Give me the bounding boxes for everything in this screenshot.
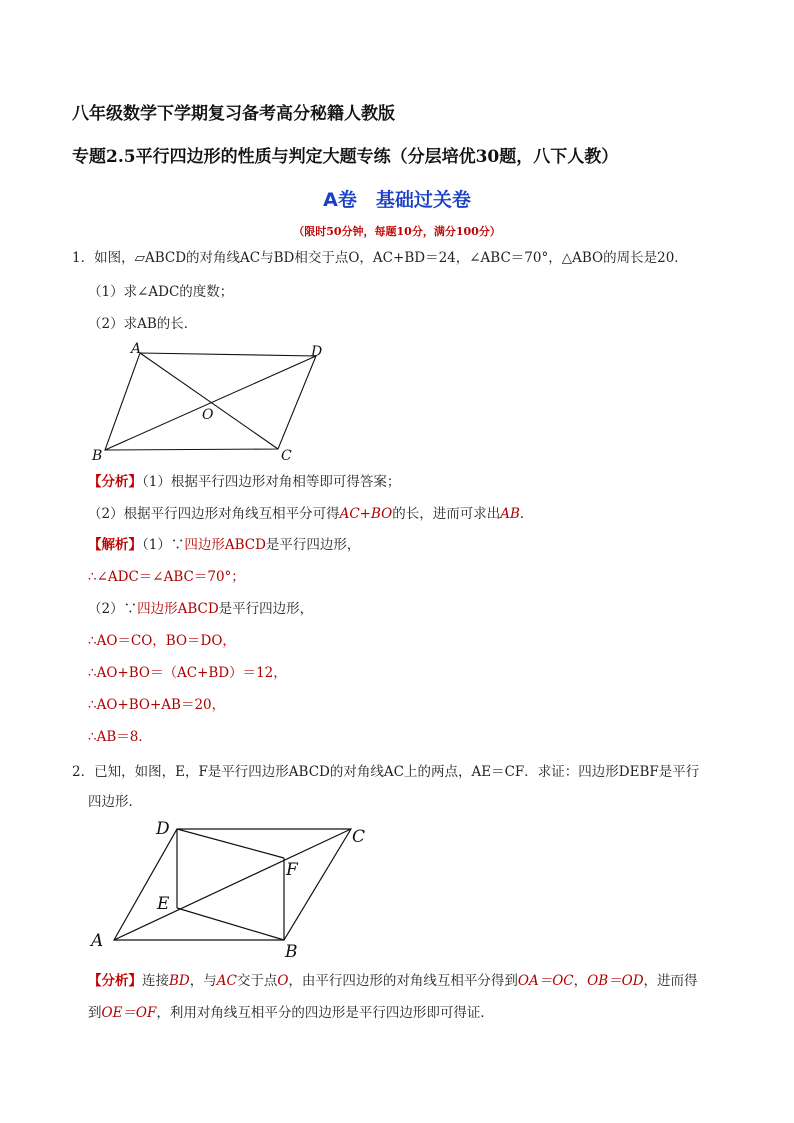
document-subtitle: 专题2.5平行四边形的性质与判定大题专练（分层培优30题，八下人教） [72, 147, 619, 167]
q2-an-o: O [277, 973, 289, 989]
q1-sol1-text-c: 是平行四边形， [265, 537, 361, 553]
q1-solution-tag: 【解析】 [88, 537, 142, 553]
q2-segment-fd [177, 829, 284, 858]
q2-an-t7: ，由平行四边形的对角线互相平分得到 [288, 973, 518, 989]
q1-analysis2-text-c: 的长，进而可求出 [392, 506, 501, 522]
q1-solution-line3 [88, 599, 313, 619]
q1-solution-line4: ∴AO＝CO，BO＝DO， [88, 633, 236, 649]
q1-diagonal-ac [140, 353, 278, 449]
q1-sol3-text-a: （2）∵ [88, 601, 138, 617]
q1-analysis2-text-a: （2）根据平行四边形对角线互相平分可得 [88, 506, 340, 522]
q2-an-ac: AC [216, 973, 237, 989]
q1-label-c: C [281, 448, 292, 464]
q2-an-b1: 到 [88, 1005, 102, 1021]
q1-solution-line5: ∴AO+BO＝（AC+BD）＝12， [88, 665, 287, 681]
q1-sol3-quad: 四边形ABCD [137, 601, 219, 617]
q2-an-t11: ，进而得 [643, 973, 698, 989]
q1-part1: （1）求∠ADC的度数； [88, 284, 234, 300]
q1-diagonal-bd [105, 356, 316, 450]
q2-stem-line1: 2．已知，如图，E，F是平行四边形ABCD的对角线AC上的两点，AE＝CF．求证：四边形DEBF是平行 [72, 764, 700, 780]
q1-analysis2-text-e: ． [519, 506, 534, 522]
q1-sol1-text-a: （1）∵ [142, 537, 185, 553]
q2-label-c: C [352, 827, 366, 847]
q1-solution-line2: ∴∠ADC＝∠ABC＝70°； [88, 569, 245, 585]
q2-an-bd: BD [169, 973, 190, 989]
q1-analysis2-ab: AB [500, 506, 520, 522]
q2-an-oa-oc: OA＝OC [517, 973, 574, 989]
q1-analysis [88, 472, 400, 492]
q1-analysis-tag: 【分析】 [88, 474, 142, 490]
q2-parallelogram-figure [88, 812, 388, 962]
q2-label-e: E [157, 894, 170, 914]
q2-analysis-line1 [88, 971, 698, 991]
q2-label-d: D [156, 819, 170, 839]
q1-analysis2-ac-bo: AC+BO [339, 506, 393, 522]
q2-segment-eb [177, 908, 284, 940]
q1-label-b: B [92, 448, 103, 464]
q2-label-b: B [285, 942, 298, 962]
q1-label-o: O [202, 407, 214, 423]
q2-an-t9: ， [573, 973, 588, 989]
q2-diagonal-ac [114, 829, 351, 940]
q2-an-t1: 连接 [142, 973, 169, 989]
document-header-title: 八年级数学下学期复习备考高分秘籍人教版 [72, 104, 395, 124]
q1-sol1-quad: 四边形ABCD [184, 537, 266, 553]
q1-label-a: A [131, 341, 142, 357]
q2-analysis-tag: 【分析】 [88, 973, 142, 989]
q2-analysis-line2 [88, 1003, 494, 1023]
q1-part2: （2）求AB的长． [88, 316, 198, 332]
q2-stem-line2: 四边形． [88, 794, 142, 810]
q2-an-t5: 交于点 [236, 973, 278, 989]
q2-an-t3: ，与 [189, 973, 217, 989]
q1-sol3-text-c: 是平行四边形， [218, 601, 314, 617]
q1-analysis-1: （1）根据平行四边形对角相等即可得答案； [142, 474, 401, 490]
section-limits: （限时50分钟，每题10分，满分100分） [293, 225, 501, 238]
q1-label-d: D [311, 344, 323, 360]
q1-stem: 1．如图，▱ABCD的对角线AC与BD相交于点O，AC+BD＝24，∠ABC＝70°，△ABO的周长是20． [72, 250, 688, 266]
section-title: A卷 基础过关卷 [323, 189, 471, 211]
q2-an-b3: ，利用对角线互相平分的四边形是平行四边形即可得证． [156, 1005, 494, 1021]
q2-label-a: A [91, 931, 104, 951]
q1-parallelogram-figure [88, 336, 348, 468]
q2-an-oe-of: OE＝OF [101, 1005, 157, 1021]
q1-analysis-line2 [88, 504, 533, 524]
q2-label-f: F [286, 860, 298, 880]
q1-solution-line6: ∴AO+BO+AB＝20， [88, 697, 226, 713]
q2-an-ob-od: OB＝OD [587, 973, 644, 989]
q1-solution-line7: ∴AB＝8． [88, 729, 152, 745]
q1-solution-line1 [88, 535, 360, 555]
